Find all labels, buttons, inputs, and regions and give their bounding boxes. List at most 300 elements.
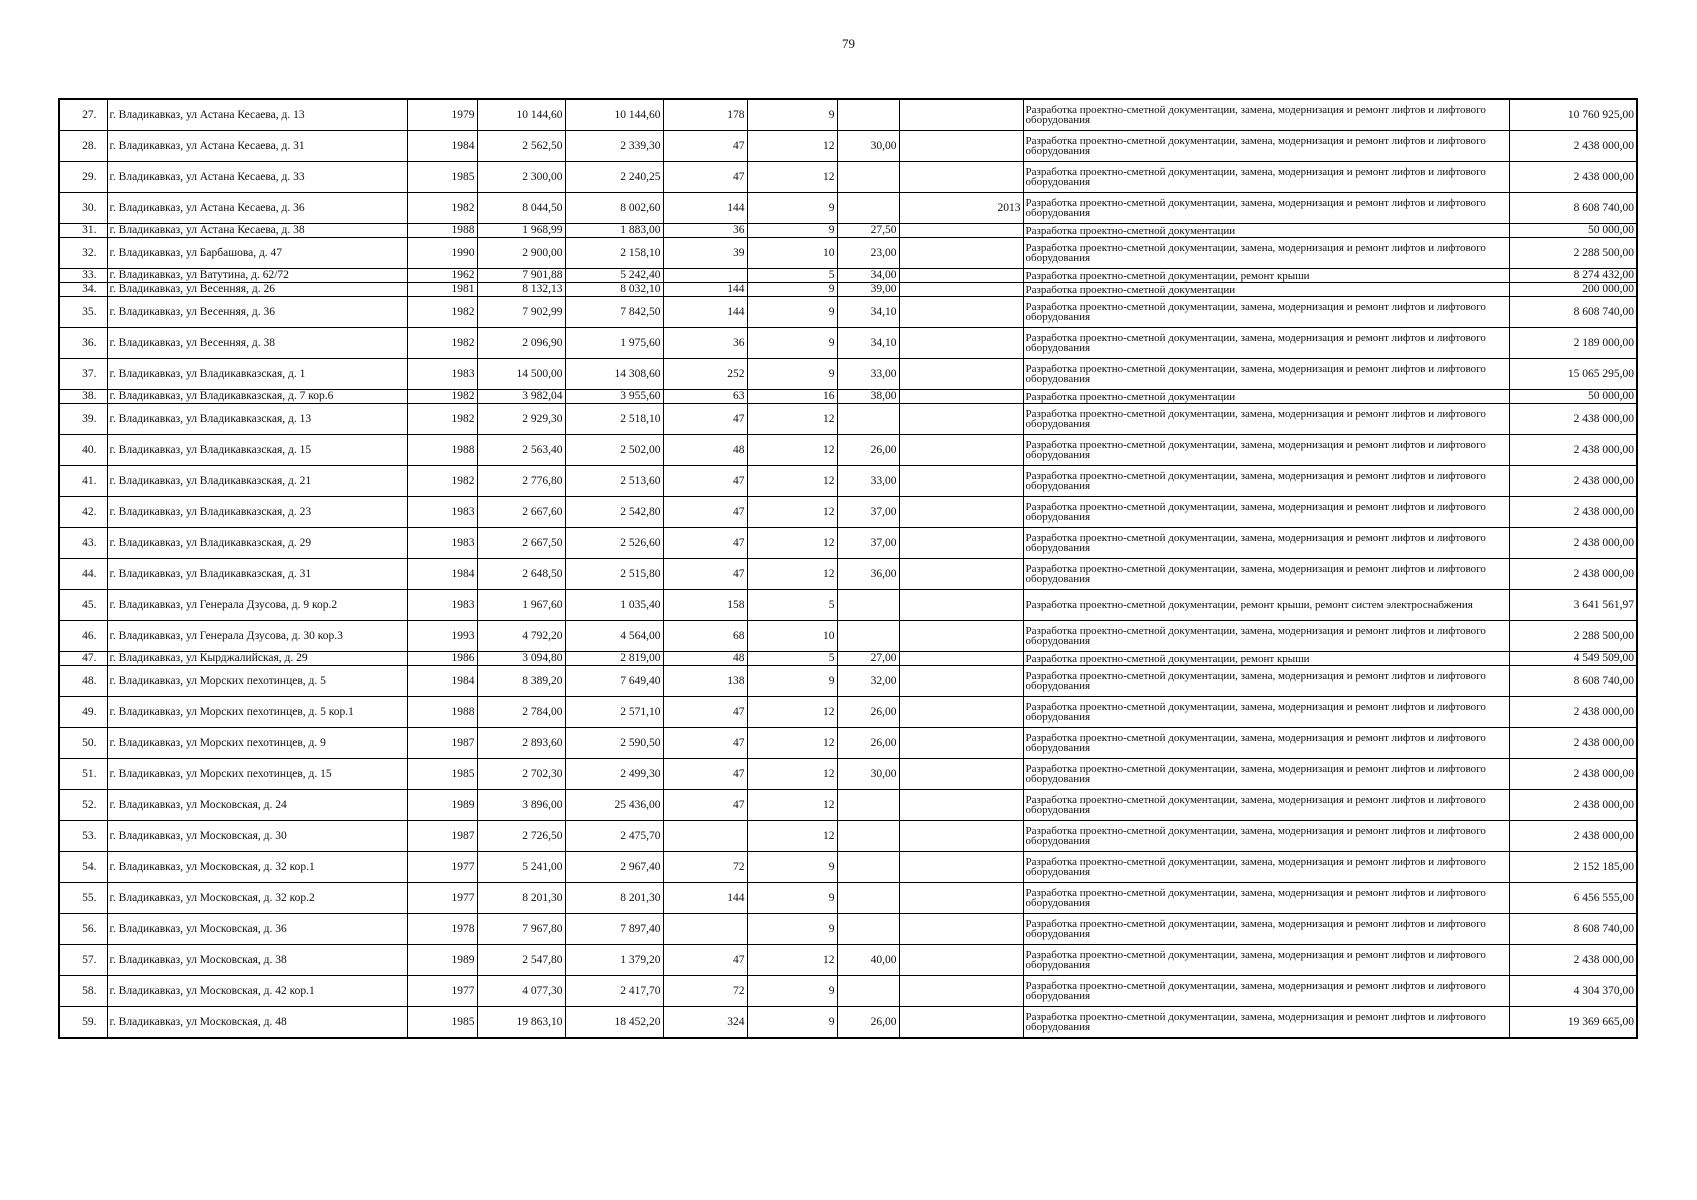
living-area-cell: 2 417,70 <box>565 976 663 1007</box>
living-area-cell: 5 242,40 <box>565 269 663 283</box>
total-area-cell: 7 967,80 <box>477 914 565 945</box>
work-type-cell: Разработка проектно-сметной документации, ремонт крыши, ремонт систем электроснабжения <box>1023 590 1509 621</box>
last-repair-year-cell <box>899 666 1023 697</box>
residents-cell <box>663 914 747 945</box>
row-number: 58. <box>59 976 107 1007</box>
year-cell: 1978 <box>407 914 477 945</box>
address-cell: г. Владикавказ, ул Владикавказская, д. 13 <box>107 404 407 435</box>
wear-cell: 30,00 <box>837 759 899 790</box>
last-repair-year-cell <box>899 99 1023 131</box>
living-area-cell: 2 475,70 <box>565 821 663 852</box>
address-cell: г. Владикавказ, ул Весенняя, д. 36 <box>107 297 407 328</box>
living-area-cell: 2 526,60 <box>565 528 663 559</box>
residents-cell: 47 <box>663 162 747 193</box>
work-type-cell: Разработка проектно-сметной документации, ремонт крыши <box>1023 652 1509 666</box>
row-number: 30. <box>59 193 107 224</box>
living-area-cell: 1 035,40 <box>565 590 663 621</box>
row-number: 52. <box>59 790 107 821</box>
wear-cell: 26,00 <box>837 435 899 466</box>
floors-cell: 9 <box>747 976 837 1007</box>
cost-cell: 4 549 509,00 <box>1509 652 1637 666</box>
floors-cell: 5 <box>747 590 837 621</box>
wear-cell: 33,00 <box>837 466 899 497</box>
year-cell: 1984 <box>407 666 477 697</box>
cost-cell: 2 438 000,00 <box>1509 497 1637 528</box>
address-cell: г. Владикавказ, ул Кырджалийская, д. 29 <box>107 652 407 666</box>
work-type-cell: Разработка проектно-сметной документации, замена, модернизация и ремонт лифтов и лифтового оборудования <box>1023 821 1509 852</box>
table-row <box>59 697 1637 728</box>
residents-cell: 48 <box>663 652 747 666</box>
year-cell: 1983 <box>407 590 477 621</box>
residents-cell: 144 <box>663 193 747 224</box>
residents-cell: 47 <box>663 697 747 728</box>
wear-cell: 37,00 <box>837 497 899 528</box>
living-area-cell: 4 564,00 <box>565 621 663 652</box>
floors-cell: 12 <box>747 162 837 193</box>
wear-cell: 40,00 <box>837 945 899 976</box>
row-number: 48. <box>59 666 107 697</box>
cost-cell: 15 065 295,00 <box>1509 359 1637 390</box>
table-row <box>59 497 1637 528</box>
cost-cell: 8 608 740,00 <box>1509 297 1637 328</box>
living-area-cell: 2 590,50 <box>565 728 663 759</box>
total-area-cell: 8 132,13 <box>477 283 565 297</box>
row-number: 45. <box>59 590 107 621</box>
table-row <box>59 99 1637 131</box>
address-cell: г. Владикавказ, ул Владикавказская, д. 23 <box>107 497 407 528</box>
total-area-cell: 2 648,50 <box>477 559 565 590</box>
address-cell: г. Владикавказ, ул Московская, д. 36 <box>107 914 407 945</box>
last-repair-year-cell <box>899 162 1023 193</box>
total-area-cell: 7 902,99 <box>477 297 565 328</box>
row-number: 46. <box>59 621 107 652</box>
work-type-cell: Разработка проектно-сметной документации, ремонт крыши <box>1023 269 1509 283</box>
wear-cell <box>837 976 899 1007</box>
residents-cell: 47 <box>663 759 747 790</box>
year-cell: 1984 <box>407 131 477 162</box>
floors-cell: 9 <box>747 328 837 359</box>
last-repair-year-cell <box>899 283 1023 297</box>
last-repair-year-cell <box>899 466 1023 497</box>
row-number: 47. <box>59 652 107 666</box>
residents-cell: 63 <box>663 390 747 404</box>
address-cell: г. Владикавказ, ул Морских пехотинцев, д. 9 <box>107 728 407 759</box>
work-type-cell: Разработка проектно-сметной документации, замена, модернизация и ремонт лифтов и лифтового оборудования <box>1023 497 1509 528</box>
living-area-cell: 2 502,00 <box>565 435 663 466</box>
address-cell: г. Владикавказ, ул Московская, д. 38 <box>107 945 407 976</box>
wear-cell: 27,00 <box>837 652 899 666</box>
floors-cell: 12 <box>747 728 837 759</box>
living-area-cell: 14 308,60 <box>565 359 663 390</box>
address-cell: г. Владикавказ, ул Астана Кесаева, д. 13 <box>107 99 407 131</box>
work-type-cell: Разработка проектно-сметной документации <box>1023 283 1509 297</box>
total-area-cell: 2 667,60 <box>477 497 565 528</box>
last-repair-year-cell <box>899 790 1023 821</box>
row-number: 37. <box>59 359 107 390</box>
work-type-cell: Разработка проектно-сметной документации, замена, модернизация и ремонт лифтов и лифтового оборудования <box>1023 359 1509 390</box>
row-number: 36. <box>59 328 107 359</box>
cost-cell: 2 288 500,00 <box>1509 238 1637 269</box>
row-number: 28. <box>59 131 107 162</box>
table-row <box>59 238 1637 269</box>
last-repair-year-cell <box>899 759 1023 790</box>
row-number: 31. <box>59 224 107 238</box>
wear-cell: 39,00 <box>837 283 899 297</box>
wear-cell: 33,00 <box>837 359 899 390</box>
cost-cell: 2 438 000,00 <box>1509 435 1637 466</box>
wear-cell <box>837 590 899 621</box>
last-repair-year-cell <box>899 328 1023 359</box>
living-area-cell: 7 897,40 <box>565 914 663 945</box>
address-cell: г. Владикавказ, ул Весенняя, д. 26 <box>107 283 407 297</box>
floors-cell: 12 <box>747 821 837 852</box>
year-cell: 1993 <box>407 621 477 652</box>
cost-cell: 2 438 000,00 <box>1509 528 1637 559</box>
total-area-cell: 2 547,80 <box>477 945 565 976</box>
wear-cell: 30,00 <box>837 131 899 162</box>
floors-cell: 10 <box>747 238 837 269</box>
table-row <box>59 404 1637 435</box>
last-repair-year-cell <box>899 559 1023 590</box>
last-repair-year-cell <box>899 435 1023 466</box>
year-cell: 1982 <box>407 404 477 435</box>
cost-cell: 2 438 000,00 <box>1509 131 1637 162</box>
row-number: 38. <box>59 390 107 404</box>
last-repair-year-cell: 2013 <box>899 193 1023 224</box>
year-cell: 1989 <box>407 945 477 976</box>
cost-cell: 2 438 000,00 <box>1509 945 1637 976</box>
residents-cell <box>663 269 747 283</box>
row-number: 33. <box>59 269 107 283</box>
living-area-cell: 2 158,10 <box>565 238 663 269</box>
address-cell: г. Владикавказ, ул Владикавказская, д. 7 кор.6 <box>107 390 407 404</box>
last-repair-year-cell <box>899 297 1023 328</box>
wear-cell <box>837 404 899 435</box>
residents-cell: 144 <box>663 883 747 914</box>
cost-cell: 8 608 740,00 <box>1509 193 1637 224</box>
residents-cell: 68 <box>663 621 747 652</box>
last-repair-year-cell <box>899 945 1023 976</box>
last-repair-year-cell <box>899 590 1023 621</box>
cost-cell: 3 641 561,97 <box>1509 590 1637 621</box>
row-number: 53. <box>59 821 107 852</box>
address-cell: г. Владикавказ, ул Владикавказская, д. 15 <box>107 435 407 466</box>
living-area-cell: 8 002,60 <box>565 193 663 224</box>
total-area-cell: 14 500,00 <box>477 359 565 390</box>
address-cell: г. Владикавказ, ул Московская, д. 30 <box>107 821 407 852</box>
work-type-cell: Разработка проектно-сметной документации, замена, модернизация и ремонт лифтов и лифтового оборудования <box>1023 914 1509 945</box>
residents-cell: 138 <box>663 666 747 697</box>
work-type-cell: Разработка проектно-сметной документации, замена, модернизация и ремонт лифтов и лифтового оборудования <box>1023 666 1509 697</box>
floors-cell: 12 <box>747 497 837 528</box>
year-cell: 1982 <box>407 297 477 328</box>
row-number: 49. <box>59 697 107 728</box>
table-row <box>59 435 1637 466</box>
living-area-cell: 3 955,60 <box>565 390 663 404</box>
address-cell: г. Владикавказ, ул Генерала Дзусова, д. 9 кор.2 <box>107 590 407 621</box>
floors-cell: 12 <box>747 435 837 466</box>
work-type-cell: Разработка проектно-сметной документации, замена, модернизация и ремонт лифтов и лифтового оборудования <box>1023 328 1509 359</box>
total-area-cell: 2 300,00 <box>477 162 565 193</box>
living-area-cell: 1 883,00 <box>565 224 663 238</box>
residents-cell: 47 <box>663 790 747 821</box>
wear-cell: 23,00 <box>837 238 899 269</box>
table-row <box>59 883 1637 914</box>
wear-cell <box>837 821 899 852</box>
floors-cell: 12 <box>747 945 837 976</box>
row-number: 42. <box>59 497 107 528</box>
row-number: 56. <box>59 914 107 945</box>
floors-cell: 9 <box>747 883 837 914</box>
residents-cell: 47 <box>663 728 747 759</box>
wear-cell: 26,00 <box>837 728 899 759</box>
year-cell: 1982 <box>407 193 477 224</box>
address-cell: г. Владикавказ, ул Владикавказская, д. 21 <box>107 466 407 497</box>
row-number: 57. <box>59 945 107 976</box>
year-cell: 1985 <box>407 162 477 193</box>
wear-cell: 32,00 <box>837 666 899 697</box>
address-cell: г. Владикавказ, ул Астана Кесаева, д. 33 <box>107 162 407 193</box>
cost-cell: 2 438 000,00 <box>1509 821 1637 852</box>
floors-cell: 9 <box>747 99 837 131</box>
living-area-cell: 2 967,40 <box>565 852 663 883</box>
cost-cell: 2 438 000,00 <box>1509 466 1637 497</box>
row-number: 39. <box>59 404 107 435</box>
wear-cell: 26,00 <box>837 697 899 728</box>
cost-cell: 2 438 000,00 <box>1509 404 1637 435</box>
last-repair-year-cell <box>899 131 1023 162</box>
residents-cell: 144 <box>663 283 747 297</box>
living-area-cell: 2 339,30 <box>565 131 663 162</box>
wear-cell <box>837 99 899 131</box>
row-number: 29. <box>59 162 107 193</box>
floors-cell: 12 <box>747 697 837 728</box>
last-repair-year-cell <box>899 1007 1023 1039</box>
floors-cell: 9 <box>747 852 837 883</box>
row-number: 43. <box>59 528 107 559</box>
residents-cell: 72 <box>663 976 747 1007</box>
year-cell: 1977 <box>407 976 477 1007</box>
living-area-cell: 10 144,60 <box>565 99 663 131</box>
row-number: 51. <box>59 759 107 790</box>
floors-cell: 10 <box>747 621 837 652</box>
total-area-cell: 2 776,80 <box>477 466 565 497</box>
residents-cell: 72 <box>663 852 747 883</box>
table-row <box>59 297 1637 328</box>
year-cell: 1983 <box>407 359 477 390</box>
residents-cell: 47 <box>663 466 747 497</box>
living-area-cell: 1 379,20 <box>565 945 663 976</box>
address-cell: г. Владикавказ, ул Владикавказская, д. 1 <box>107 359 407 390</box>
cost-cell: 8 608 740,00 <box>1509 914 1637 945</box>
floors-cell: 9 <box>747 359 837 390</box>
year-cell: 1977 <box>407 852 477 883</box>
cost-cell: 50 000,00 <box>1509 390 1637 404</box>
wear-cell: 37,00 <box>837 528 899 559</box>
residents-cell: 39 <box>663 238 747 269</box>
address-cell: г. Владикавказ, ул Астана Кесаева, д. 31 <box>107 131 407 162</box>
total-area-cell: 8 389,20 <box>477 666 565 697</box>
cost-cell: 10 760 925,00 <box>1509 99 1637 131</box>
year-cell: 1990 <box>407 238 477 269</box>
residents-cell: 36 <box>663 224 747 238</box>
last-repair-year-cell <box>899 821 1023 852</box>
living-area-cell: 2 542,80 <box>565 497 663 528</box>
work-type-cell: Разработка проектно-сметной документации, замена, модернизация и ремонт лифтов и лифтового оборудования <box>1023 435 1509 466</box>
year-cell: 1988 <box>407 435 477 466</box>
cost-cell: 2 438 000,00 <box>1509 559 1637 590</box>
living-area-cell: 8 032,10 <box>565 283 663 297</box>
living-area-cell: 2 240,25 <box>565 162 663 193</box>
total-area-cell: 2 562,50 <box>477 131 565 162</box>
residents-cell: 324 <box>663 1007 747 1039</box>
cost-cell: 2 438 000,00 <box>1509 759 1637 790</box>
table-row <box>59 666 1637 697</box>
floors-cell: 9 <box>747 283 837 297</box>
year-cell: 1983 <box>407 497 477 528</box>
residents-cell: 47 <box>663 528 747 559</box>
residents-cell: 47 <box>663 945 747 976</box>
year-cell: 1962 <box>407 269 477 283</box>
residents-cell: 48 <box>663 435 747 466</box>
living-area-cell: 2 513,60 <box>565 466 663 497</box>
last-repair-year-cell <box>899 728 1023 759</box>
work-type-cell: Разработка проектно-сметной документации, замена, модернизация и ремонт лифтов и лифтового оборудования <box>1023 559 1509 590</box>
table-row <box>59 821 1637 852</box>
cost-cell: 19 369 665,00 <box>1509 1007 1637 1039</box>
row-number: 54. <box>59 852 107 883</box>
last-repair-year-cell <box>899 976 1023 1007</box>
address-cell: г. Владикавказ, ул Владикавказская, д. 31 <box>107 559 407 590</box>
row-number: 32. <box>59 238 107 269</box>
table-row <box>59 728 1637 759</box>
table-row <box>59 790 1637 821</box>
cost-cell: 8 274 432,00 <box>1509 269 1637 283</box>
total-area-cell: 5 241,00 <box>477 852 565 883</box>
row-number: 35. <box>59 297 107 328</box>
living-area-cell: 7 842,50 <box>565 297 663 328</box>
floors-cell: 9 <box>747 224 837 238</box>
table-row <box>59 652 1637 666</box>
floors-cell: 12 <box>747 466 837 497</box>
work-type-cell: Разработка проектно-сметной документации, замена, модернизация и ремонт лифтов и лифтового оборудования <box>1023 759 1509 790</box>
work-type-cell: Разработка проектно-сметной документации, замена, модернизация и ремонт лифтов и лифтового оборудования <box>1023 976 1509 1007</box>
wear-cell: 34,00 <box>837 269 899 283</box>
last-repair-year-cell <box>899 914 1023 945</box>
floors-cell: 9 <box>747 297 837 328</box>
floors-cell: 12 <box>747 131 837 162</box>
total-area-cell: 2 929,30 <box>477 404 565 435</box>
wear-cell: 38,00 <box>837 390 899 404</box>
total-area-cell: 4 792,20 <box>477 621 565 652</box>
address-cell: г. Владикавказ, ул Морских пехотинцев, д. 5 <box>107 666 407 697</box>
cost-cell: 2 438 000,00 <box>1509 162 1637 193</box>
floors-cell: 9 <box>747 914 837 945</box>
living-area-cell: 1 975,60 <box>565 328 663 359</box>
cost-cell: 6 456 555,00 <box>1509 883 1637 914</box>
year-cell: 1989 <box>407 790 477 821</box>
total-area-cell: 2 900,00 <box>477 238 565 269</box>
address-cell: г. Владикавказ, ул Московская, д. 32 кор.1 <box>107 852 407 883</box>
work-type-cell: Разработка проектно-сметной документации, замена, модернизация и ремонт лифтов и лифтового оборудования <box>1023 852 1509 883</box>
wear-cell: 27,50 <box>837 224 899 238</box>
living-area-cell: 8 201,30 <box>565 883 663 914</box>
last-repair-year-cell <box>899 883 1023 914</box>
total-area-cell: 2 893,60 <box>477 728 565 759</box>
address-cell: г. Владикавказ, ул Весенняя, д. 38 <box>107 328 407 359</box>
total-area-cell: 3 094,80 <box>477 652 565 666</box>
residents-cell: 47 <box>663 559 747 590</box>
row-number: 59. <box>59 1007 107 1039</box>
cost-cell: 2 189 000,00 <box>1509 328 1637 359</box>
row-number: 55. <box>59 883 107 914</box>
work-type-cell: Разработка проектно-сметной документации, замена, модернизация и ремонт лифтов и лифтового оборудования <box>1023 728 1509 759</box>
last-repair-year-cell <box>899 497 1023 528</box>
residents-cell: 47 <box>663 497 747 528</box>
total-area-cell: 10 144,60 <box>477 99 565 131</box>
address-cell: г. Владикавказ, ул Астана Кесаева, д. 36 <box>107 193 407 224</box>
floors-cell: 9 <box>747 193 837 224</box>
row-number: 41. <box>59 466 107 497</box>
work-type-cell: Разработка проектно-сметной документации, замена, модернизация и ремонт лифтов и лифтового оборудования <box>1023 297 1509 328</box>
total-area-cell: 2 702,30 <box>477 759 565 790</box>
table-row <box>59 466 1637 497</box>
year-cell: 1977 <box>407 883 477 914</box>
living-area-cell: 2 819,00 <box>565 652 663 666</box>
year-cell: 1979 <box>407 99 477 131</box>
cost-cell: 200 000,00 <box>1509 283 1637 297</box>
living-area-cell: 2 515,80 <box>565 559 663 590</box>
year-cell: 1987 <box>407 821 477 852</box>
last-repair-year-cell <box>899 269 1023 283</box>
total-area-cell: 2 784,00 <box>477 697 565 728</box>
floors-cell: 12 <box>747 404 837 435</box>
wear-cell <box>837 790 899 821</box>
last-repair-year-cell <box>899 224 1023 238</box>
residents-cell <box>663 821 747 852</box>
total-area-cell: 2 667,50 <box>477 528 565 559</box>
address-cell: г. Владикавказ, ул Московская, д. 42 кор.1 <box>107 976 407 1007</box>
cost-cell: 2 438 000,00 <box>1509 728 1637 759</box>
total-area-cell: 19 863,10 <box>477 1007 565 1039</box>
address-cell: г. Владикавказ, ул Московская, д. 24 <box>107 790 407 821</box>
wear-cell <box>837 621 899 652</box>
last-repair-year-cell <box>899 390 1023 404</box>
table-row <box>59 224 1637 238</box>
table-row <box>59 162 1637 193</box>
row-number: 50. <box>59 728 107 759</box>
page-number: 79 <box>842 36 855 51</box>
last-repair-year-cell <box>899 404 1023 435</box>
floors-cell: 9 <box>747 666 837 697</box>
wear-cell: 36,00 <box>837 559 899 590</box>
address-cell: г. Владикавказ, ул Астана Кесаева, д. 38 <box>107 224 407 238</box>
total-area-cell: 8 201,30 <box>477 883 565 914</box>
residents-cell: 36 <box>663 328 747 359</box>
year-cell: 1982 <box>407 466 477 497</box>
total-area-cell: 7 901,88 <box>477 269 565 283</box>
address-cell: г. Владикавказ, ул Морских пехотинцев, д. 5 кор.1 <box>107 697 407 728</box>
residents-cell: 144 <box>663 297 747 328</box>
year-cell: 1985 <box>407 1007 477 1039</box>
wear-cell <box>837 193 899 224</box>
work-type-cell: Разработка проектно-сметной документации, замена, модернизация и ремонт лифтов и лифтового оборудования <box>1023 621 1509 652</box>
living-area-cell: 2 571,10 <box>565 697 663 728</box>
table-row <box>59 914 1637 945</box>
year-cell: 1983 <box>407 528 477 559</box>
floors-cell: 12 <box>747 759 837 790</box>
cost-cell: 2 438 000,00 <box>1509 790 1637 821</box>
